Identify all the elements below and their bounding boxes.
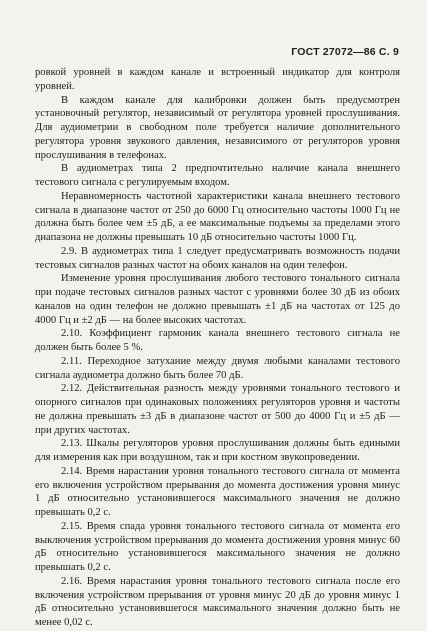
paragraph: Неравномерность частотной характеристики канала внешнего тестового сигнала в диапазоне частот от 250 до 6000 Гц относительно частоты 1000 Гц не должна быть более чем ±5 дБ, а ее максимальные подъемы за пределами этого диапазона не должны превышать 10 дБ относительно частоты 1000 Гц. <box>35 190 400 243</box>
paragraph: 2.9. В аудиометрах типа 1 следует предусматривать возможность подачи тестовых сигналов разных частот на обоих каналов на один телефон. <box>35 245 400 271</box>
paragraph: 2.12. Действительная разность между уровнями тонального тестового и опорного сигналов при одинаковых положениях регуляторов уровня и частоты не должна превышать ±3 дБ в диапазоне частот от 500 до 4000 Гц и ±5 дБ — при других частотах. <box>35 383 400 436</box>
paragraph: 2.15. Время спада уровня тонального тестового сигнала от момента его выключения устройством прерывания до момента достижения уровня минус 60 дБ относительно установившегося максимального значения не должно превышать 0,2 с. <box>35 520 400 573</box>
paragraph: 2.11. Переходное затухание между двумя любыми каналами тестового сигнала аудиометра должно быть более 70 дБ. <box>35 355 400 381</box>
document-body <box>35 66 400 630</box>
page-header: ГОСТ 27072—86 С. 9 <box>291 46 399 58</box>
paragraph: Изменение уровня прослушивания любого тестового тонального сигнала при подаче тестовых сигналов разных частот с уровнями более 30 дБ из обоих каналов на один телефон не должно превышать ±1 дБ на частотах от 125 до 4000 Гц и ±2 дБ — на более высоких частотах. <box>35 273 400 326</box>
paragraph: 2.10. Коэффициент гармоник канала внешнего тестового сигнала не должен быть более 5 %. <box>35 328 400 353</box>
paragraph: 2.14. Время нарастания уровня тонального тестового сигнала от момента его включения устройством прерывания до момента достижения уровня минус 1 дБ относительно установившегося максимального значения не должно превышать 0,2 с. <box>35 465 400 518</box>
paragraph: В аудиометрах типа 2 предпочтительно наличие канала внешнего тестового сигнала с регулируемым входом. <box>35 163 400 188</box>
paragraph: 2.16. Время нарастания уровня тонального тестового сигнала после его включения устройством прерывания от уровня минус 20 дБ до уровня минус 1 дБ относительно установившегося максимального значения должно быть не менее 0,02 с. <box>35 575 400 628</box>
paragraph: 2.13. Шкалы регуляторов уровня прослушивания должны быть едиными для измерения как при воздушном, так и при костном звукопроведении. <box>35 438 400 463</box>
paragraph: В каждом канале для калибровки должен быть предусмотрен установочный регулятор, независимый от регулятора уровней прослушивания. Для аудиометрии в свободном поле требуется наличие дополнительного регулятора уровня звукового давления, независимого от регуляторов уровня прослушивания в телефонах. <box>35 94 400 161</box>
paragraph: ровкой уровней в каждом канале и встроенный индикатор для контроля уровней. <box>35 67 400 92</box>
